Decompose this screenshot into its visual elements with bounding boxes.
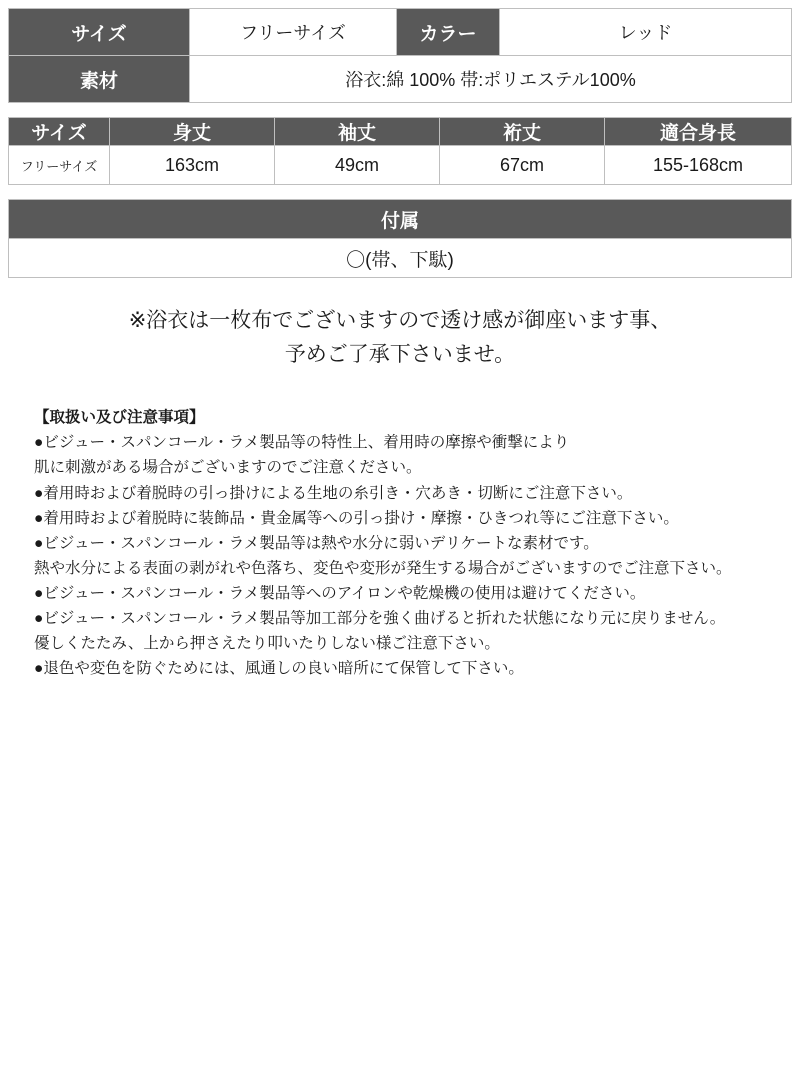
care-line: 肌に刺激がある場合がございますのでご注意ください。 bbox=[34, 459, 422, 477]
care-line: ●ビジュー・スパンコール・ラメ製品等は熱や水分に弱いデリケートな素材です。 bbox=[34, 534, 599, 552]
spec-color-value: レッド bbox=[500, 9, 792, 56]
spec-size-value: フリーサイズ bbox=[190, 9, 397, 56]
measurement-value-sleeve: 49cm bbox=[275, 146, 440, 185]
care-line: ●ビジュー・スパンコール・ラメ製品等の特性上、着用時の摩擦や衝撃により bbox=[34, 434, 570, 452]
sheer-notice bbox=[8, 304, 792, 371]
table-row bbox=[9, 146, 792, 185]
care-line: ●退色や変色を防ぐためには、風通しの良い暗所にて保管して下さい。 bbox=[34, 660, 524, 678]
accessory-header: 付属 bbox=[9, 200, 792, 239]
care-line: ●着用時および着脱時に装飾品・貴金属等への引っ掛け・摩擦・ひきつれ等にご注意下さい。 bbox=[34, 509, 679, 527]
measurement-value-length: 163cm bbox=[110, 146, 275, 185]
spec-size-label: サイズ bbox=[9, 9, 190, 56]
accessory-value: 〇(帯、下駄) bbox=[9, 239, 792, 278]
care-line: 熱や水分による表面の剥がれや色落ち、変色や変形が発生する場合がございますのでご注意下さい。 bbox=[34, 559, 732, 577]
measurement-header-yuki: 裄丈 bbox=[440, 118, 605, 146]
table-header-row bbox=[9, 118, 792, 146]
table-header-row bbox=[9, 200, 792, 239]
table-row bbox=[9, 239, 792, 278]
sheer-notice-line-1: ※浴衣は一枚布でございますので透け感が御座います事、 bbox=[128, 309, 672, 332]
measurement-value-height: 155-168cm bbox=[605, 146, 792, 185]
accessory-table bbox=[8, 199, 792, 278]
measurement-header-length: 身丈 bbox=[110, 118, 275, 146]
spec-color-label: カラー bbox=[397, 9, 500, 56]
care-line: ●ビジュー・スパンコール・ラメ製品等加工部分を強く曲げると折れた状態になり元に戻りません。 bbox=[34, 610, 726, 628]
spec-material-label: 素材 bbox=[9, 56, 190, 103]
care-line: ●ビジュー・スパンコール・ラメ製品等へのアイロンや乾燥機の使用は避けてください。 bbox=[34, 584, 646, 602]
table-row bbox=[9, 9, 792, 56]
care-title: 【取扱い及び注意事項】 bbox=[34, 409, 205, 427]
care-instructions bbox=[8, 405, 792, 681]
spec-table bbox=[8, 8, 792, 103]
measurement-row-label: フリーサイズ bbox=[9, 146, 110, 185]
measurement-table bbox=[8, 117, 792, 185]
measurement-header-sleeve: 袖丈 bbox=[275, 118, 440, 146]
measurement-header-size: サイズ bbox=[9, 118, 110, 146]
care-line: 優しくたたみ、上から押さえたり叩いたりしない様ご注意下さい。 bbox=[34, 635, 500, 653]
measurement-value-yuki: 67cm bbox=[440, 146, 605, 185]
spec-material-value: 浴衣:綿 100% 帯:ポリエステル100% bbox=[190, 56, 792, 103]
table-row bbox=[9, 56, 792, 103]
measurement-header-height: 適合身長 bbox=[605, 118, 792, 146]
care-line: ●着用時および着脱時の引っ掛けによる生地の糸引き・穴あき・切断にご注意下さい。 bbox=[34, 484, 633, 502]
sheer-notice-line-2: 予めご了承下さいませ。 bbox=[284, 342, 516, 366]
